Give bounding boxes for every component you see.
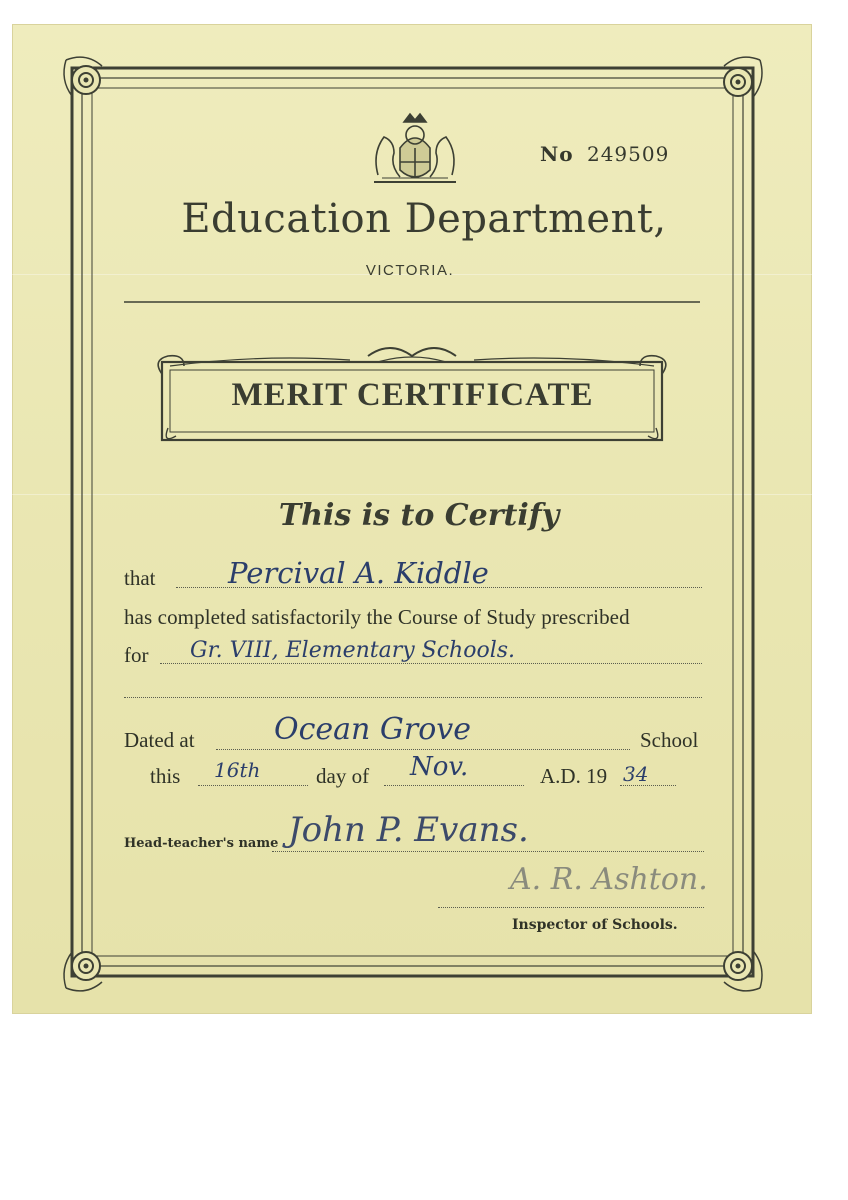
head-teacher-signature: John P. Evans. [288, 810, 529, 850]
day-value: 16th [214, 758, 261, 782]
royal-coat-of-arms-icon [374, 114, 456, 182]
year-suffix: 34 [623, 762, 649, 786]
corner-rosette-icon [724, 952, 762, 991]
day-dotted-line [198, 785, 308, 786]
corner-rosette-icon [64, 952, 102, 991]
for-label: for [124, 643, 149, 667]
certificate-number [540, 142, 669, 166]
inspector-signature: A. R. Ashton. [510, 862, 708, 897]
certificate-title: MERIT CERTIFICATE [231, 377, 594, 413]
month-dotted-line [384, 785, 524, 786]
head-teacher-dotted-line [272, 851, 704, 852]
department-heading: Education Department, [181, 196, 667, 242]
blank-dotted-line [124, 697, 702, 698]
state-label: VICTORIA. [365, 262, 455, 279]
inspector-label: Inspector of Schools. [512, 917, 678, 933]
course-value: Gr. VIII, Elementary Schools. [190, 638, 516, 663]
head-teacher-label: Head-teacher's name [124, 836, 279, 851]
school-dotted-line [216, 749, 630, 750]
course-dotted-line [160, 663, 702, 664]
number-value: 249509 [586, 142, 670, 166]
corner-rosette-icon [724, 57, 762, 96]
dated-at-label: Dated at [124, 728, 195, 752]
that-label: that [124, 566, 156, 590]
month-value: Nov. [410, 752, 469, 782]
recipient-name: Percival A. Kiddle [228, 556, 489, 590]
day-of-label: day of [316, 764, 370, 788]
school-label: School [640, 728, 699, 752]
certify-heading: This is to Certify [278, 498, 560, 533]
this-label: this [150, 764, 181, 788]
inspector-dotted-line [438, 907, 704, 908]
corner-rosette-icon [64, 57, 102, 96]
completed-text: has completed satisfactorily the Course of Study prescribed [124, 605, 630, 629]
number-label: No [540, 142, 574, 166]
school-name: Ocean Grove [274, 712, 471, 747]
ad-label: A.D. 19 [540, 764, 608, 788]
